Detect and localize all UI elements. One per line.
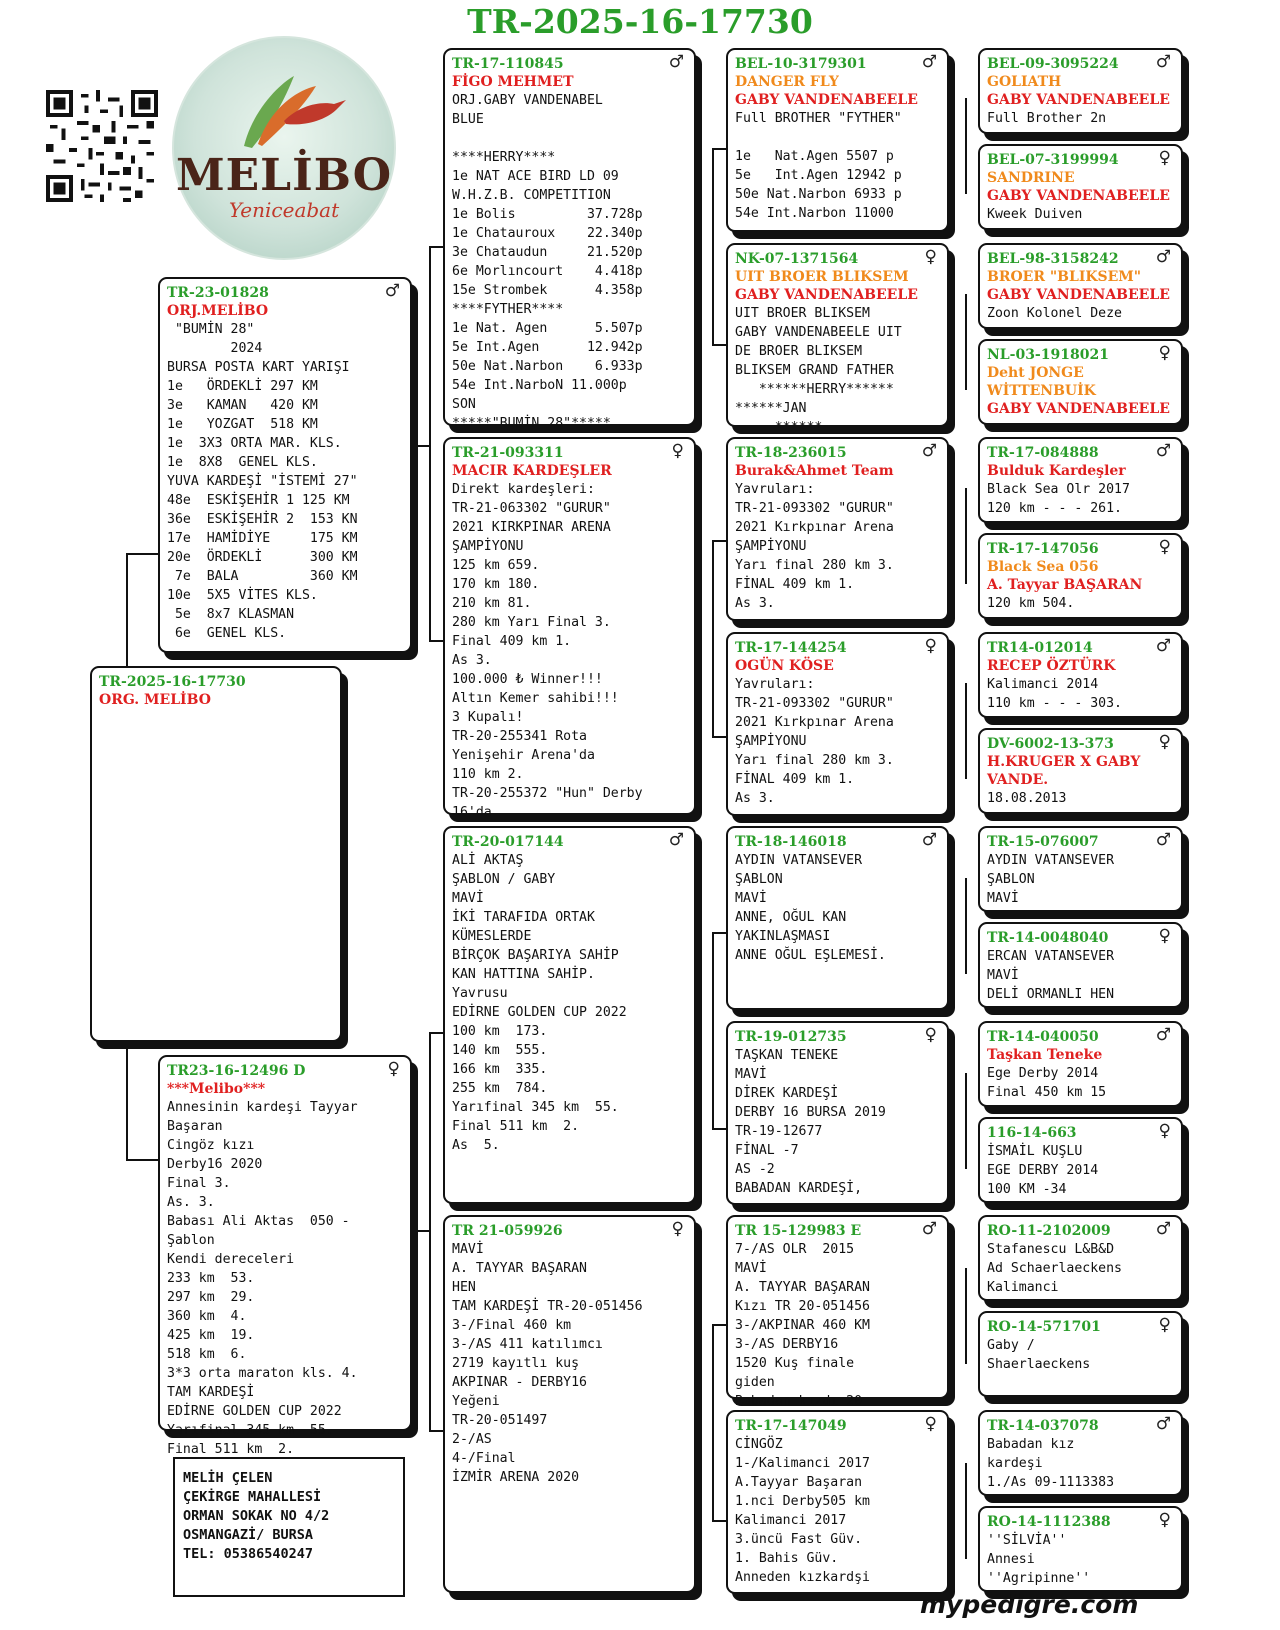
- pigeon-info: Full BROTHER "FYTHER" 1e Nat.Agen 5507 p 5e Int.Agen 12942 p 50e Nat.Narbon 6933 p 54e Int.Narbon 11000: [735, 111, 902, 221]
- pigeon-info: Black Sea Olr 2017 120 km - - - 261.: [987, 482, 1130, 516]
- pigeon-info: Kalimanci 2014 110 km - - - 303.: [987, 677, 1122, 711]
- pigeon-name: RECEP ÖZTÜRK: [987, 658, 1116, 674]
- male-icon: ♂: [921, 52, 937, 72]
- female-icon: ♀: [1158, 1510, 1171, 1530]
- pigeon-name: H.KRUGER X GABY: [987, 754, 1141, 770]
- pigeon-info: 120 km 504.: [987, 596, 1075, 611]
- pigeon-info: ''SİLVİA'' Annesi ''Agripinne'': [987, 1533, 1091, 1586]
- ring-number: TR-17-084888: [987, 445, 1099, 461]
- ring-number: TR-19-012735: [735, 1029, 847, 1045]
- pigeon-info: AYDIN VATANSEVER ŞABLON MAVİ: [987, 853, 1115, 906]
- male-icon: ♂: [921, 830, 937, 850]
- male-icon: ♂: [668, 830, 684, 850]
- ring-number: TR-17-147049: [735, 1418, 847, 1434]
- pigeon-card-sss[interactable]: [726, 48, 949, 232]
- female-icon: ♀: [924, 1414, 937, 1434]
- pigeon-card-sire[interactable]: [158, 277, 412, 653]
- pigeon-info: 7-/AS OLR 2015 MAVİ A. TAYYAR BAŞARAN Kızı TR 20-051456 3-/AKPINAR 460 KM 3-/AS DERBY16 1520 Kuş finale giden Babadan kızdı 20: [735, 1242, 870, 1409]
- pigeon-info: Babadan kız kardeşi 1./As 09-1113383: [987, 1437, 1115, 1490]
- pigeon-info: Kweek Duiven: [987, 207, 1083, 222]
- pigeon-breeder: GABY VANDENABEELE: [987, 92, 1170, 108]
- ring-number: TR-20-017144: [452, 834, 564, 850]
- pigeon-name: GOLIATH: [987, 74, 1062, 90]
- ring-number: TR-14-037078: [987, 1418, 1099, 1434]
- ring-number: TR-17-144254: [735, 640, 847, 656]
- male-icon: ♂: [1155, 830, 1171, 850]
- pigeon-info: CİNGÖZ 1-/Kalimanci 2017 A.Tayyar Başaran 1.nci Derby505 km Kalimanci 2017 3.üncü Fast Güv. 1. Bahis Güv. Anneden kızkardşi: [735, 1437, 870, 1585]
- ring-number: DV-6002-13-373: [987, 736, 1114, 752]
- pigeon-card-dds[interactable]: [726, 1215, 949, 1409]
- pigeon-card-dss[interactable]: [726, 826, 949, 1010]
- ring-number: TR23-16-12496 D: [167, 1063, 306, 1079]
- pigeon-name: UIT BROER BLIKSEM: [735, 269, 909, 285]
- pigeon-name: BROER "BLIKSEM": [987, 269, 1142, 285]
- ring-number: BEL-10-3179301: [735, 56, 867, 72]
- pigeon-card-dam-dam[interactable]: [443, 1215, 696, 1593]
- female-icon: ♀: [1158, 926, 1171, 946]
- pigeon-card-ssds[interactable]: [978, 243, 1183, 329]
- pigeon-info: MAVİ A. TAYYAR BAŞARAN HEN TAM KARDEŞİ TR-20-051456 3-/Final 460 km 3-/AS 411 katılımcı 2719 kayıtlı kuş AKPINAR - DERBY16 Yeğeni TR-20-051497 2-/AS 4-/Final İZMİR ARENA 2020: [452, 1242, 643, 1485]
- pigeon-name-line2: WİTTENBUİK: [987, 383, 1096, 399]
- pigeon-breeder: GABY VANDENABEELE: [735, 92, 918, 108]
- footer-site[interactable]: mypedigre.com: [920, 1590, 1139, 1619]
- female-icon: ♀: [671, 441, 684, 461]
- ring-number: TR-2025-16-17730: [99, 674, 246, 690]
- male-icon: ♂: [921, 441, 937, 461]
- ring-number: BEL-09-3095224: [987, 56, 1119, 72]
- male-icon: ♂: [1155, 1025, 1171, 1045]
- female-icon: ♀: [671, 1219, 684, 1239]
- ring-number: TR-14-040050: [987, 1029, 1099, 1045]
- ring-number: TR-17-147056: [987, 541, 1099, 557]
- female-icon: ♀: [387, 1059, 400, 1079]
- ring-number: NK-07-1371564: [735, 251, 859, 267]
- female-icon: ♀: [1158, 1121, 1171, 1141]
- ring-number: 116-14-663: [987, 1125, 1077, 1141]
- logo-word: MELİBO: [175, 150, 393, 201]
- qr-code-icon: [44, 90, 160, 202]
- pigeon-breeder: GABY VANDENABEELE: [987, 287, 1170, 303]
- ring-number: TR-15-076007: [987, 834, 1099, 850]
- male-icon: ♂: [1155, 1219, 1171, 1239]
- pigeon-breeder: GABY VANDENABEELE: [987, 401, 1170, 417]
- pigeon-info: AYDIN VATANSEVER ŞABLON MAVİ ANNE, OĞUL KAN YAKINLAŞMASI ANNE OĞUL EŞLEMESİ.: [735, 853, 886, 963]
- pigeon-info: 18.08.2013: [987, 791, 1067, 806]
- female-icon: ♀: [1158, 537, 1171, 557]
- female-icon: ♀: [924, 247, 937, 267]
- pigeon-card-sire-dam[interactable]: [443, 437, 696, 820]
- pigeon-card-ddsd[interactable]: [978, 1311, 1183, 1397]
- female-icon: ♀: [1158, 1315, 1171, 1335]
- pigeon-info: Full Brother 2n: [987, 111, 1107, 126]
- pigeon-info: Direkt kardeşleri: TR-21-063302 "GURUR" 2021 KIRKPINAR ARENA ŞAMPİYONU 125 km 659. 170 km 180. 210 km 81. 280 km Yarı Final 3. Final 409 km 1. As 3. 100.000 ₺ Winner!!! Altın Kemer sahibi!!! 3 Kupalı! TR-20-255341 Rota Yenişehir Arena'da 110 km 2. TR-20-255372 "Hun" Derby 16'da: [452, 482, 643, 820]
- pigeon-card-self[interactable]: [90, 666, 342, 1042]
- pigeon-info: "BUMİN 28" 2024 BURSA POSTA KART YARIŞI 1e ÖRDEKLİ 297 KM 3e KAMAN 420 KM 1e YOZGAT 518 KM 1e 3X3 ORTA MAR. KLS. 1e 8X8 GENEL KLS. YUVA KARDEŞİ "İSTEMİ 27" 48e ESKİŞEHİR 1 125 KM 36e ESKİŞEHİR 2 153 KN 17e HAMİDİYE 175 KM 20e ÖRDEKLİ 300 KM 7e BALA 360 KM 10e 5X5 VİTES KLS. 5e 8x7 KLASMAN 6e GENEL KLS.: [167, 322, 358, 641]
- pigeon-card-sire-sire[interactable]: [443, 48, 696, 431]
- pigeon-card-ssd[interactable]: [726, 243, 949, 435]
- pigeon-breeder: GABY VANDENABEELE: [987, 188, 1170, 204]
- pigeon-info: Yavruları: TR-21-093302 "GURUR" 2021 Kırkpınar Arena ŞAMPİYONU Yarı final 280 km 3. FİNAL 409 km 1. As 3.: [735, 677, 894, 806]
- female-icon: ♀: [924, 1025, 937, 1045]
- male-icon: ♂: [921, 1219, 937, 1239]
- male-icon: ♂: [384, 281, 400, 301]
- logo-subtitle: Yeniceabat: [228, 198, 340, 222]
- ring-number: TR14-012014: [987, 640, 1093, 656]
- pigeon-name: Bulduk Kardeşler: [987, 463, 1126, 479]
- pigeon-card-ddss[interactable]: [978, 1215, 1183, 1301]
- pigeon-info: Zoon Kolonel Deze: [987, 306, 1122, 321]
- male-icon: ♂: [1155, 52, 1171, 72]
- pigeon-card-dsdd[interactable]: [978, 1117, 1183, 1203]
- pigeon-info: Gaby / Shaerlaeckens: [987, 1338, 1091, 1372]
- ring-number: TR-21-093311: [452, 445, 564, 461]
- pigeon-card-dam[interactable]: [158, 1055, 412, 1457]
- ring-number: RO-14-571701: [987, 1319, 1101, 1335]
- pigeon-name: ***Melibo***: [167, 1081, 266, 1097]
- ring-number: TR 15-129983 E: [735, 1223, 862, 1239]
- male-icon: ♂: [1155, 441, 1171, 461]
- ring-number: TR-14-0048040: [987, 930, 1109, 946]
- pigeon-name: SANDRINE: [987, 170, 1075, 186]
- pigeon-card-dam-sire[interactable]: [443, 826, 696, 1204]
- pigeon-card-dssd[interactable]: [978, 922, 1183, 1008]
- female-icon: ♀: [924, 636, 937, 656]
- pigeon-card-dsds[interactable]: [978, 1021, 1183, 1107]
- pigeon-name: Black Sea 056: [987, 559, 1099, 575]
- breeder-address: MELİH ÇELEN ÇEKİRGE MAHALLESİ ORMAN SOKAK NO 4/2 OSMANGAZİ/ BURSA TEL: 05386540247: [173, 1457, 405, 1597]
- pigeon-info: ALİ AKTAŞ ŞABLON / GABY MAVİ İKİ TARAFIDA ORTAK KÜMESLERDE BİRÇOK BAŞARIYA SAHİP KAN HATTINA SAHİP. Yavrusu EDİRNE GOLDEN CUP 2022 100 km 173. 140 km 555. 166 km 335. 255 km 784. Yarıfinal 345 km 55. Final 511 km 2. As 5.: [452, 853, 627, 1153]
- pigeon-name: MACIR KARDEŞLER: [452, 463, 612, 479]
- pigeon-name: ORG. MELİBO: [99, 692, 211, 708]
- pigeon-card-ddd[interactable]: [726, 1410, 949, 1594]
- male-icon: ♂: [1155, 1414, 1171, 1434]
- pigeon-card-dddd[interactable]: [978, 1506, 1183, 1592]
- pigeon-card-ssss[interactable]: [978, 48, 1183, 134]
- pigeon-name: Taşkan Teneke: [987, 1047, 1103, 1063]
- pigeon-info: Annesinin kardeşi Tayyar Başaran Cingöz kızı Derby16 2020 Final 3. As. 3. Babası Ali Aktas 050 - Şablon Kendi dereceleri 233 km 53. 297 km 29. 360 km 4. 425 km 19. 518 km 6. 3*3 orta maraton kls. 4. TAM KARDEŞİ EDİRNE GOLDEN CUP 2022 Yarıfinal 345 km 55. Final 511 km 2.: [167, 1100, 358, 1457]
- pigeon-info: TAŞKAN TENEKE MAVİ DİREK KARDEŞİ DERBY 16 BURSA 2019 TR-19-12677 FİNAL -7 AS -2 BABADAN KARDEŞİ,: [735, 1048, 886, 1196]
- pigeon-info: Yavruları: TR-21-093302 "GURUR" 2021 Kırkpınar Arena ŞAMPİYONU Yarı final 280 km 3. FİNAL 409 km 1. As 3.: [735, 482, 894, 611]
- ring-number: TR-18-146018: [735, 834, 847, 850]
- pigeon-name: OGÜN KÖSE: [735, 658, 834, 674]
- female-icon: ♀: [1158, 148, 1171, 168]
- pigeon-card-ddds[interactable]: [978, 1410, 1183, 1496]
- pigeon-info: UIT BROER BLIKSEM GABY VANDENABEELE UIT DE BROER BLIKSEM BLIKSEM GRAND FATHER ******HERRY****** ******JAN ******: [735, 306, 902, 435]
- pigeon-card-ssdd[interactable]: [978, 339, 1183, 425]
- female-icon: ♀: [1158, 343, 1171, 363]
- pigeon-info: ERCAN VATANSEVER MAVİ DELİ ORMANLI HEN: [987, 949, 1115, 1002]
- melibo-logo: [172, 36, 396, 260]
- pigeon-info: Ege Derby 2014 Final 450 km 15: [987, 1066, 1107, 1100]
- male-icon: ♂: [1155, 636, 1171, 656]
- ring-number: TR-17-110845: [452, 56, 564, 72]
- male-icon: ♂: [668, 52, 684, 72]
- pigeon-card-sssd[interactable]: [978, 144, 1183, 230]
- pigeon-card-sddd[interactable]: [978, 728, 1183, 814]
- ring-number: RO-14-1112388: [987, 1514, 1111, 1530]
- ring-number: TR-23-01828: [167, 285, 269, 301]
- pigeon-name: Burak&Ahmet Team: [735, 463, 894, 479]
- pigeon-card-dsss[interactable]: [978, 826, 1183, 912]
- pigeon-card-sdd[interactable]: [726, 632, 949, 816]
- pigeon-name: Deht JONGE: [987, 365, 1084, 381]
- ring-number: BEL-98-3158242: [987, 251, 1119, 267]
- pedigree-title: TR-2025-16-17730: [467, 2, 813, 41]
- pigeon-name-line2: VANDE.: [987, 772, 1049, 788]
- pigeon-info: İSMAİL KUŞLU EGE DERBY 2014 100 KM -34: [987, 1144, 1099, 1197]
- pigeon-card-sds[interactable]: [726, 437, 949, 621]
- pigeon-name: FİGO MEHMET: [452, 74, 574, 90]
- pigeon-breeder: GABY VANDENABEELE: [735, 287, 918, 303]
- female-icon: ♀: [1158, 732, 1171, 752]
- ring-number: BEL-07-3199994: [987, 152, 1119, 168]
- pigeon-name: ORJ.MELİBO: [167, 303, 269, 319]
- ring-number: RO-11-2102009: [987, 1223, 1111, 1239]
- pigeon-card-sdds[interactable]: [978, 632, 1183, 718]
- pigeon-breeder: A. Tayyar BAŞARAN: [987, 577, 1143, 593]
- feather-bird-icon: [224, 66, 354, 156]
- ring-number: NL-03-1918021: [987, 347, 1109, 363]
- pigeon-card-sdsd[interactable]: [978, 533, 1183, 619]
- pigeon-card-sdss[interactable]: [978, 437, 1183, 523]
- pigeon-name: DANGER FLY: [735, 74, 839, 90]
- pigeon-card-dsd[interactable]: [726, 1021, 949, 1205]
- male-icon: ♂: [1155, 247, 1171, 267]
- pigeon-info: ORJ.GABY VANDENABEL BLUE ****HERRY**** 1e NAT ACE BIRD LD 09 W.H.Z.B. COMPETITION 1e Bolis 37.728p 1e Chatauroux 22.340p 3e Chataudun 21.520p 6e Morlıncourt 4.418p 15e Strombek 4.358p ****FYTHER**** 1e Nat. Agen 5.507p 5e Int.Agen 12.942p 50e Nat.Narbon 6.933p 54e Int.NarboN 11.000p SON *****"BUMİN 28"*****: [452, 93, 643, 431]
- ring-number: TR-18-236015: [735, 445, 847, 461]
- ring-number: TR 21-059926: [452, 1223, 563, 1239]
- pigeon-info: Stafanescu L&B&D Ad Schaerlaeckens Kalimanci: [987, 1242, 1122, 1295]
